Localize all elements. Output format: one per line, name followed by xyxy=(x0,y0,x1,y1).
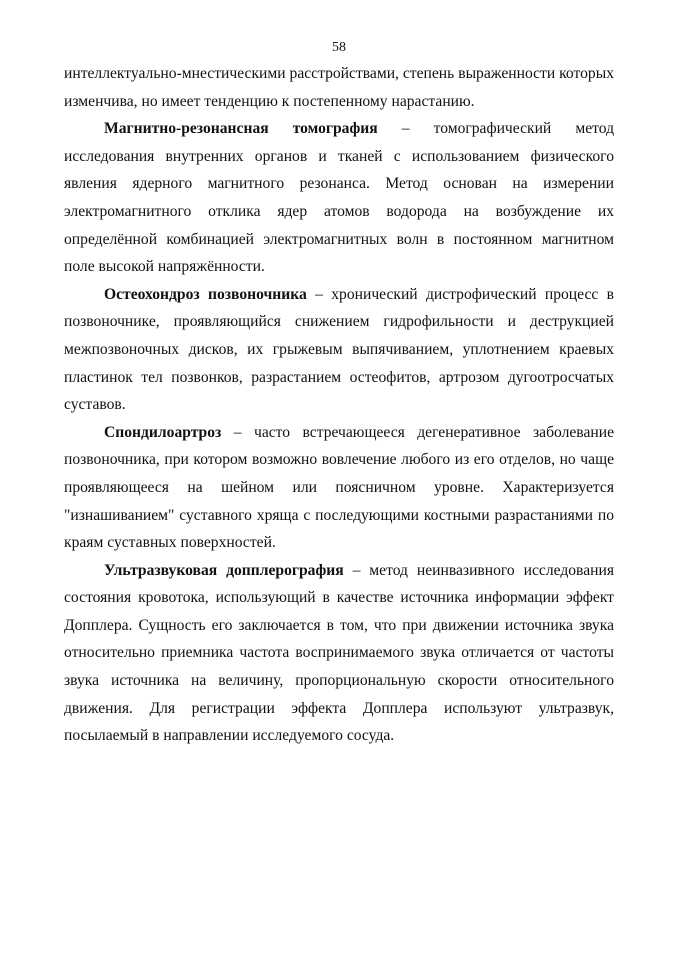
definition-doppler xyxy=(64,557,614,750)
definition-mri xyxy=(64,115,614,281)
definition-text: – метод неинвазивного исследования состояния кровотока, использующий в качестве источника информации эффект Допплера. Сущность его заключается в том, что при движении источника звука относительно приемника частота воспринимаемого звука отличается от частоты звука источника на величину, пропорциональную скорости относительного движения. Для регистрации эффекта Допплера используют ультразвук, посылаемый в направлении исследуемого сосуда. xyxy=(64,561,614,745)
page-number: 58 xyxy=(332,40,346,55)
definition-osteochondrosis xyxy=(64,281,614,419)
term-heading: Остеохондроз позвоночника xyxy=(104,285,307,303)
paragraph-text: интеллектуально-мнестическими расстройствами, степень выраженности которых изменчива, но имеет тенденцию к постепенному нарастанию. xyxy=(64,65,614,110)
paragraph-continuation xyxy=(64,60,614,115)
definition-text: – часто встречающееся дегенеративное заболевание позвоночника, при котором возможно вовлечение любого из его отделов, но чаще проявляющееся на шейном или поясничном уровне. Характеризуется "изнашиванием" суставного хряща с последующими костными разрастаниями по краям суставных поверхностей. xyxy=(64,423,614,552)
term-heading: Спондилоартроз xyxy=(104,423,222,441)
definition-text: – хронический дистрофический процесс в позвоночнике, проявляющийся снижением гидрофильности и деструкцией межпозвоночных дисков, их грыжевым выпячиванием, уплотнением краевых пластинок тел позвонков, разрастанием остеофитов, артрозом дугоотросчатых суставов. xyxy=(64,285,614,414)
text-body xyxy=(64,60,614,750)
definition-text: – томографический метод исследования внутренних органов и тканей с использованием физического явления ядерного магнитного резонанса. Метод основан на измерении электромагнитного отклика ядер атомов водорода на возбуждение их определённой комбинацией электромагнитных волн в постоянном магнитном поле высокой напряжённости. xyxy=(64,120,615,276)
term-heading: Ультразвуковая допплерография xyxy=(104,561,344,579)
definition-spondyloarthrosis xyxy=(64,419,614,557)
term-heading: Магнитно-резонансная томография xyxy=(104,120,378,138)
